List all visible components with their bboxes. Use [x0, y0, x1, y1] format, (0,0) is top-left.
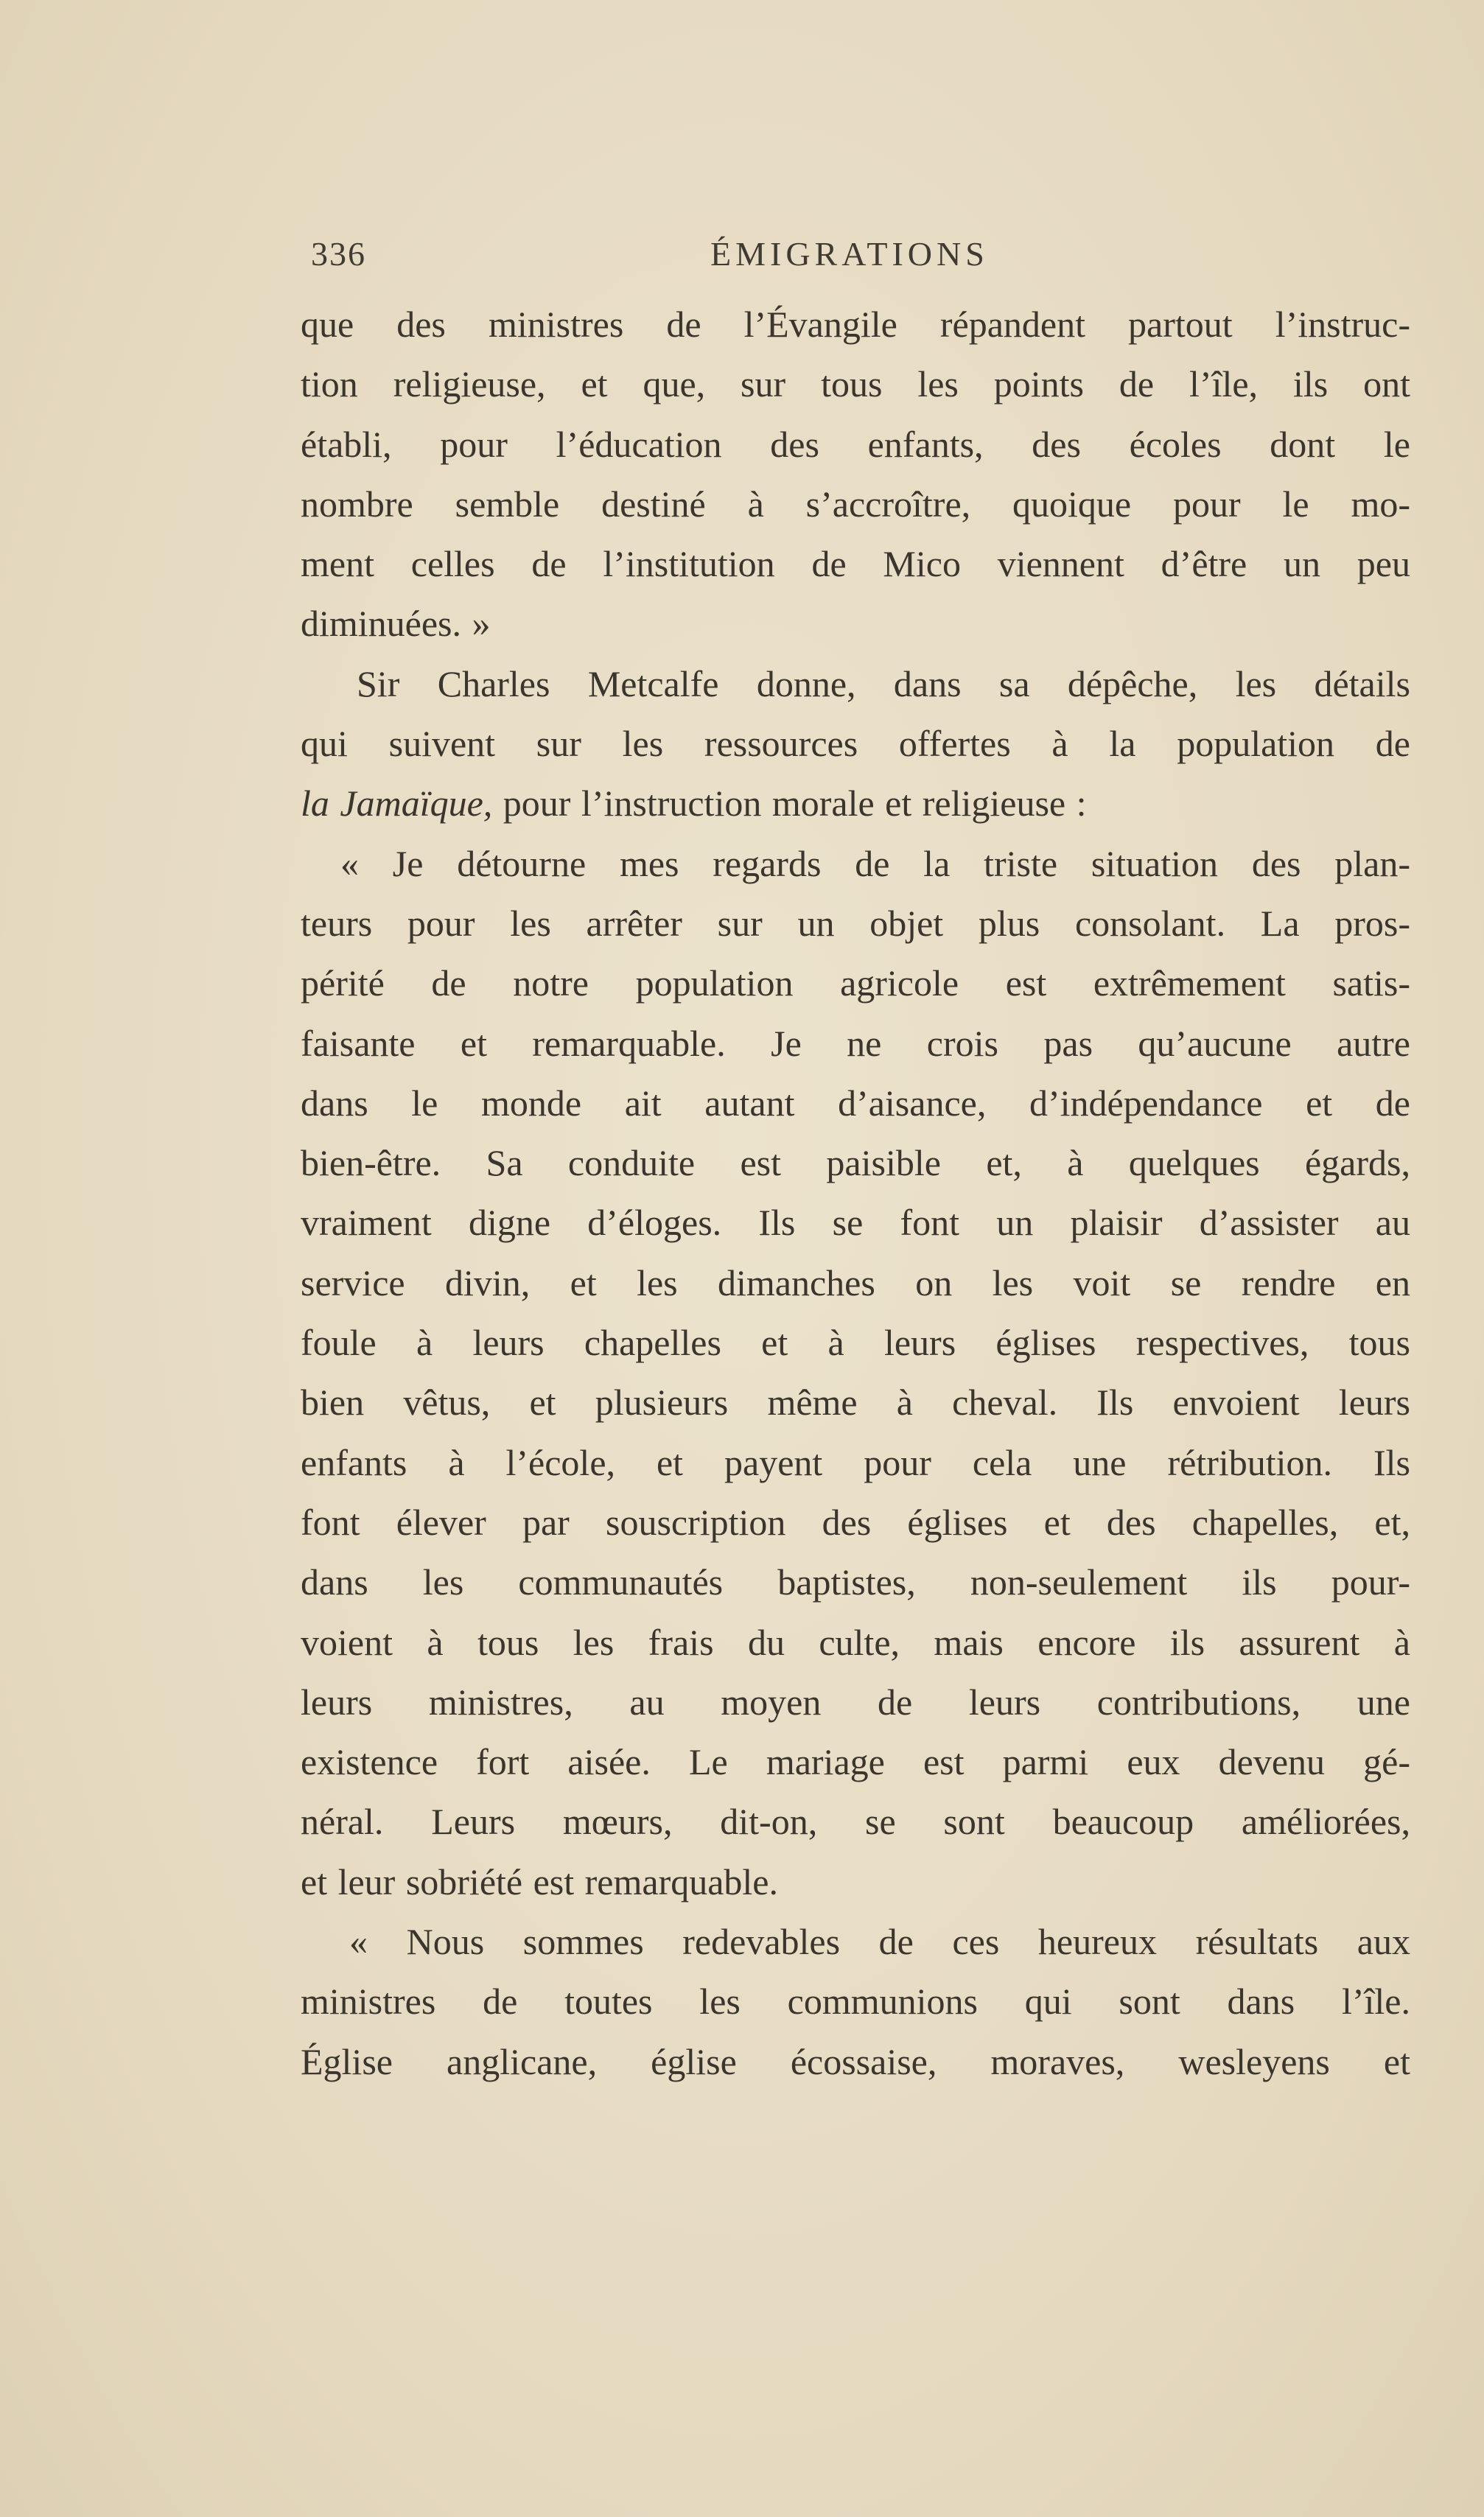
- text-line: bien-être. Sa conduite est paisible et, à quelques égards,: [301, 1142, 1410, 1184]
- italic-place-name: la Jamaïque,: [301, 783, 493, 825]
- text-line: et leur sobriété est remarquable.: [301, 1860, 778, 1902]
- text-line: nombre semble destiné à s’accroître, quoique pour le mo-: [301, 483, 1410, 525]
- text-line: dans les communautés baptistes, non-seulement ils pour-: [301, 1561, 1410, 1603]
- running-title: ÉMIGRATIONS: [710, 235, 989, 273]
- quote-start-line: « Je détourne mes regards de la triste situation des plan-: [340, 842, 1410, 884]
- text-line: teurs pour les arrêter sur un objet plus consolant. La pros-: [301, 902, 1410, 944]
- text-line: enfants à l’école, et payent pour cela une rétribution. Ils: [301, 1441, 1410, 1483]
- text-line-with-italic: [301, 774, 1410, 833]
- text-line: font élever par souscription des églises et des chapelles, et,: [301, 1501, 1410, 1543]
- body-text: [301, 295, 1410, 2092]
- text-line: tion religieuse, et que, sur tous les points de l’île, ils ont: [301, 363, 1410, 405]
- text-line: périté de notre population agricole est extrêmement satis-: [301, 962, 1410, 1004]
- text-line: ment celles de l’institution de Mico viennent d’être un peu: [301, 543, 1410, 585]
- page-number: 336: [311, 235, 366, 273]
- paragraph-start-line: Sir Charles Metcalfe donne, dans sa dépêche, les détails: [357, 662, 1410, 704]
- text-line: que des ministres de l’Évangile répandent partout l’instruc-: [301, 304, 1410, 345]
- text-line: voient à tous les frais du culte, mais encore ils assurent à: [301, 1621, 1410, 1663]
- text-line: qui suivent sur les ressources offertes à la population de: [301, 723, 1410, 765]
- text-line: Église anglicane, église écossaise, moraves, wesleyens et: [301, 2040, 1410, 2082]
- line-remainder: pour l’instruction morale et religieuse :: [503, 783, 1087, 825]
- text-line: diminuées. »: [301, 603, 491, 645]
- page-header: [311, 234, 1063, 286]
- text-line: ministres de toutes les communions qui sont dans l’île.: [301, 1981, 1410, 2023]
- text-line: foule à leurs chapelles et à leurs églises respectives, tous: [301, 1322, 1410, 1364]
- text-line: néral. Leurs mœurs, dit-on, se sont beaucoup améliorées,: [301, 1801, 1410, 1843]
- text-line: existence fort aisée. Le mariage est parmi eux devenu gé-: [301, 1741, 1410, 1783]
- text-line: établi, pour l’éducation des enfants, des écoles dont le: [301, 423, 1410, 465]
- text-line: bien vêtus, et plusieurs même à cheval. Ils envoient leurs: [301, 1382, 1410, 1424]
- text-line: service divin, et les dimanches on les voit se rendre en: [301, 1261, 1410, 1303]
- quote-start-line: « Nous sommes redevables de ces heureux résultats aux: [349, 1921, 1410, 1963]
- text-line: vraiment digne d’éloges. Ils se font un plaisir d’assister au: [301, 1202, 1410, 1244]
- text-line: dans le monde ait autant d’aisance, d’indépendance et de: [301, 1082, 1410, 1124]
- text-line: faisante et remarquable. Je ne crois pas qu’aucune autre: [301, 1022, 1410, 1064]
- text-line: leurs ministres, au moyen de leurs contributions, une: [301, 1681, 1410, 1723]
